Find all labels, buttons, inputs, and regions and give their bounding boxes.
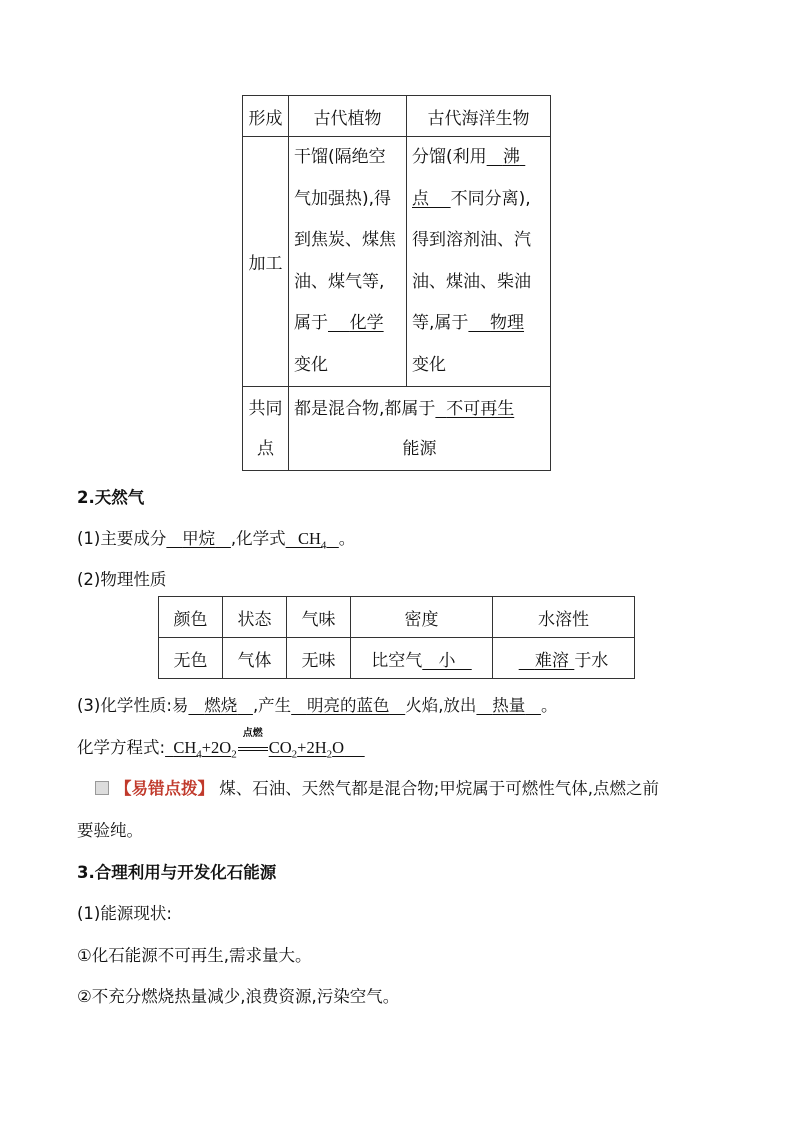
header-common [243,387,289,471]
val-density [351,638,493,679]
col-color: 颜色 [159,597,223,638]
answer-blue-flame: 明亮的蓝色 [306,696,390,715]
formation-marine: 古代海洋生物 [407,96,551,137]
formation-table [242,95,551,471]
text-line: 油、煤油、柴油 [412,271,531,292]
col-solubility: 水溶性 [493,597,635,638]
text-line [412,303,550,345]
answer-physical: 物理 [490,313,525,333]
text: 分馏(利用 [412,147,487,167]
answer-chemical: 化学 [349,313,384,333]
reaction-arrow [237,728,269,758]
val-state: 气体 [223,638,287,679]
answer-nonrenewable: 不可再生 [446,398,515,419]
eq-part: +2O [201,738,232,757]
text: 火焰,放出 [405,696,477,715]
text: 属于 [294,313,328,333]
answer-burn: 燃烧 [204,696,238,715]
header-formation: 形成 [243,96,289,137]
tip-line-2: 要验纯。 [77,821,143,840]
answer-blank [166,529,231,548]
tip-text: 煤、石油、天然气都是混合物;甲烷属于可燃性气体,点燃之前 [219,779,660,798]
text: 比空气 [371,650,423,671]
text: ,化学式 [230,529,286,548]
val-solubility [493,638,635,679]
chemical-equation-line [77,728,365,761]
text-line [294,303,406,345]
chemical-props-line [77,692,557,716]
subscript: 4 [320,539,327,552]
text: 不同分离), [450,188,531,209]
energy-status-1: ①化石能源不可再生,需求量大。 [77,946,312,965]
text-line: 油、煤气等, [294,271,385,292]
subscript: 2 [231,748,237,761]
text: 于水 [574,650,609,671]
main-component-line [77,525,355,551]
answer-insoluble: 难溶 [534,650,569,671]
subscript: 4 [196,748,202,761]
text: 共同 [248,398,283,419]
val-odor: 无味 [287,638,351,679]
col-odor: 气味 [287,597,351,638]
text: 都是混合物,都属于 [294,398,436,419]
text: ,产生 [252,696,292,715]
text-line: 到焦炭、煤焦 [294,230,396,250]
eq-part: +2H [297,738,327,757]
eq-part: O [332,738,345,757]
text: 。 [540,696,558,715]
common-points [289,387,551,471]
physical-props-heading: (2)物理性质 [77,570,167,589]
text: 化学方程式: [77,738,166,757]
answer-blank [487,147,526,167]
answer-heat: 热量 [492,696,526,715]
section-title-fossil-energy: 3.合理利用与开发化石能源 [77,863,277,882]
text-line [289,389,550,429]
answer-blank [422,651,471,671]
col-state: 状态 [223,597,287,638]
text-line: 气加强热),得 [294,188,392,209]
answer-methane: 甲烷 [182,529,216,548]
text-line: 能源 [402,438,437,459]
eq-part: CO [268,738,292,757]
eq-part: CH [173,738,197,757]
reaction-condition: 点燃 [242,728,263,739]
answer-blank [519,651,575,671]
text-line: 干馏(隔绝空 [294,147,386,167]
text: (1)主要成分 [77,529,167,548]
answer-equation [165,728,365,761]
physical-props-table [158,596,635,679]
text-line: 变化 [412,354,446,375]
section-title-natural-gas: 2.天然气 [77,488,145,507]
subscript: 2 [326,748,333,761]
answer-blank [328,313,384,333]
processing-petroleum [407,137,551,387]
text-line: 变化 [294,354,328,375]
text-line [412,137,550,179]
tip-label: 【易错点拨】 [115,779,214,798]
tip-icon [95,781,109,795]
energy-status-2: ②不充分燃烧热量减少,浪费资源,污染空气。 [77,987,400,1006]
answer-boiling-2: 点 [412,188,429,209]
formation-plants: 古代植物 [289,96,407,137]
answer-blank [291,696,405,715]
text: 。 [338,529,356,548]
text: 等,属于 [412,313,469,333]
text: 点 [257,438,274,459]
text-line [412,179,550,221]
answer-blank [435,399,514,419]
answer-formula: CH [298,529,321,548]
val-color: 无色 [159,638,223,679]
processing-coal [289,137,407,387]
energy-status-heading: (1)能源现状: [77,904,172,923]
text: (3)化学性质:易 [77,696,189,715]
answer-blank [468,313,524,333]
tip-line [95,775,659,799]
answer-blank [476,696,541,715]
text-line: 得到溶剂油、汽 [412,230,531,250]
col-density: 密度 [351,597,493,638]
answer-boiling-1: 沸 [502,147,520,167]
subscript: 2 [291,748,298,761]
answer-smaller: 小 [438,650,456,671]
header-processing: 加工 [243,137,289,387]
answer-blank [286,529,339,552]
equals-sign [238,747,268,751]
answer-blank [412,189,451,209]
answer-blank [188,696,253,715]
